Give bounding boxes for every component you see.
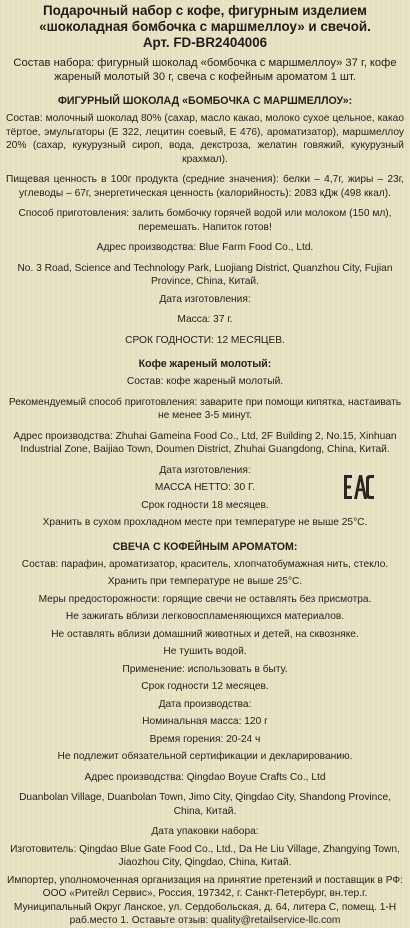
chocolate-shelf-life: СРОК ГОДНОСТИ: 12 МЕСЯЦЕВ. — [125, 334, 285, 346]
candle-shelf-life: Срок годности 12 месяцев. — [141, 681, 269, 692]
title-line-1: Подарочный набор с кофе, фигурным изделием — [43, 3, 367, 18]
coffee-brewing: Рекомендуемый способ приготовления: заварите при помощи кипятка, настаивать не менее 3-5 минут. — [8, 396, 402, 421]
chocolate-address: No. 3 Road, Science and Technology Park, Luojiang District, Quanzhou City, Fujian Province, China, Китай. — [17, 262, 393, 287]
coffee-address: Адрес производства: Zhuhai Gameina Food Co., Ltd, 2F Building 2, No.15, Xinhuan Industrial Zone, Baijiao Town, Doumen District, Zhuhai Guangdong, China, Китай. — [13, 430, 397, 455]
chocolate-heading: ФИГУРНЫЙ ШОКОЛАД «БОМБОЧКА С МАРШМЕЛЛОУ»: — [57, 95, 353, 107]
chocolate-manufacture-date: Дата изготовления: — [159, 293, 251, 305]
chocolate-ingredients: Состав: молочный шоколад 80% (сахар, масло какао, молоко сухое цельное, какао тёртое, эмульгаторы (Е 322, лецитин соевый, Е 476), ароматизатор), маршмеллоу 20% (сахар, кукурузный сироп, вода, декстроза, желатин говяжий, кукурузный крахмал). — [6, 113, 404, 165]
importer: Импортер, уполномоченная организация на принятие претензий и поставщик в РФ: ООО «Ритейл Сервис», Россия, 197342, г. Санкт-Петербург, вн.тер.г. Муниципальный Округ Ланское, ул. Сердобольская, д. 64, литера С, помещ. 1-Н раб.место 1. Оставьте отзыв: quality@retailservice-llc.com — [7, 874, 403, 926]
candle-no-flammable: Не зажигать вблизи легковоспламеняющихся материалов. — [65, 611, 345, 622]
coffee-net-mass-row — [6, 481, 404, 495]
coffee-ingredients: Состав: кофе жареный молотый. — [126, 376, 284, 387]
candle-nominal-mass: Номинальная масса: 120 г — [142, 716, 268, 727]
chocolate-preparation: Способ приготовления: залить бомбочку горячей водой или молоком (150 мл), перемешать. Напиток готов! — [18, 208, 392, 233]
candle-no-pets: Не оставлять вблизи домашний животных и детей, на сквозняке. — [51, 628, 359, 640]
chocolate-producer: Адрес производства: Blue Farm Food Co., Ltd. — [96, 242, 314, 253]
eac-icon — [344, 475, 374, 499]
candle-precautions: Меры предосторожности: горящие свечи не оставлять без присмотра. — [38, 593, 372, 605]
candle-no-water: Не тушить водой. — [163, 646, 247, 657]
candle-burn-time: Время горения: 20-24 ч — [149, 733, 261, 745]
candle-manufacture-date: Дата производства: — [158, 698, 252, 710]
product-title — [6, 3, 404, 51]
candle-address: Duanbolan Village, Duanbolan Town, Jimo City, Qingdao City, Shandong Province, China, Китай. — [19, 792, 391, 817]
chocolate-nutrition: Пищевая ценность в 100г продукта (средние значения): белки – 4,7г, жиры – 23г, углеводы – 67г, энергетическая ценность (калорийность): 2083 кДж (498 ккал). — [6, 174, 404, 199]
manufacturer: Изготовитель: Qingdao Blue Gate Food Co., Ltd., Da He Liu Village, Zhangying Town, Jiaozhou City, Qingdao, China, Китай. — [10, 843, 400, 868]
candle-storage: Хранить при температуре не выше 25°C. — [107, 576, 303, 587]
packaging-date: Дата упаковки набора: — [151, 826, 259, 837]
candle-certification: Не подлежит обязательной сертификации и декларированию. — [57, 751, 353, 762]
candle-heading: СВЕЧА С КОФЕЙНЫМ АРОМАТОМ: — [112, 540, 298, 553]
coffee-net-mass: МАССА НЕТТО: 30 Г. — [154, 482, 256, 493]
set-composition: Состав набора: фигурный шоколад «бомбочка с маршмеллоу» 37 г, кофе жареный молотый 30 г, свеча с кофейным ароматом 1 шт. — [13, 57, 397, 83]
coffee-manufacture-date: Дата изготовления: — [159, 464, 251, 476]
candle-usage: Применение: использовать в быту. — [122, 663, 288, 675]
candle-ingredients: Состав: парафин, ароматизатор, краситель, хлопчатобумажная нить, стекло. — [21, 558, 389, 570]
candle-producer: Адрес производства: Qingdao Boyue Crafts Co., Ltd — [84, 771, 326, 783]
article-number: Арт. FD-BR2404006 — [142, 35, 268, 50]
coffee-storage: Хранить в сухом прохладном месте при температуре не выше 25°C. — [42, 517, 368, 528]
chocolate-mass: Масса: 37 г. — [177, 314, 233, 325]
coffee-heading: Кофе жареный молотый: — [138, 358, 272, 370]
coffee-shelf-life: Срок годности 18 месяцев. — [141, 499, 269, 511]
title-line-2: «шоколадная бомбочка с маршмеллоу» и свечой. — [39, 19, 371, 34]
